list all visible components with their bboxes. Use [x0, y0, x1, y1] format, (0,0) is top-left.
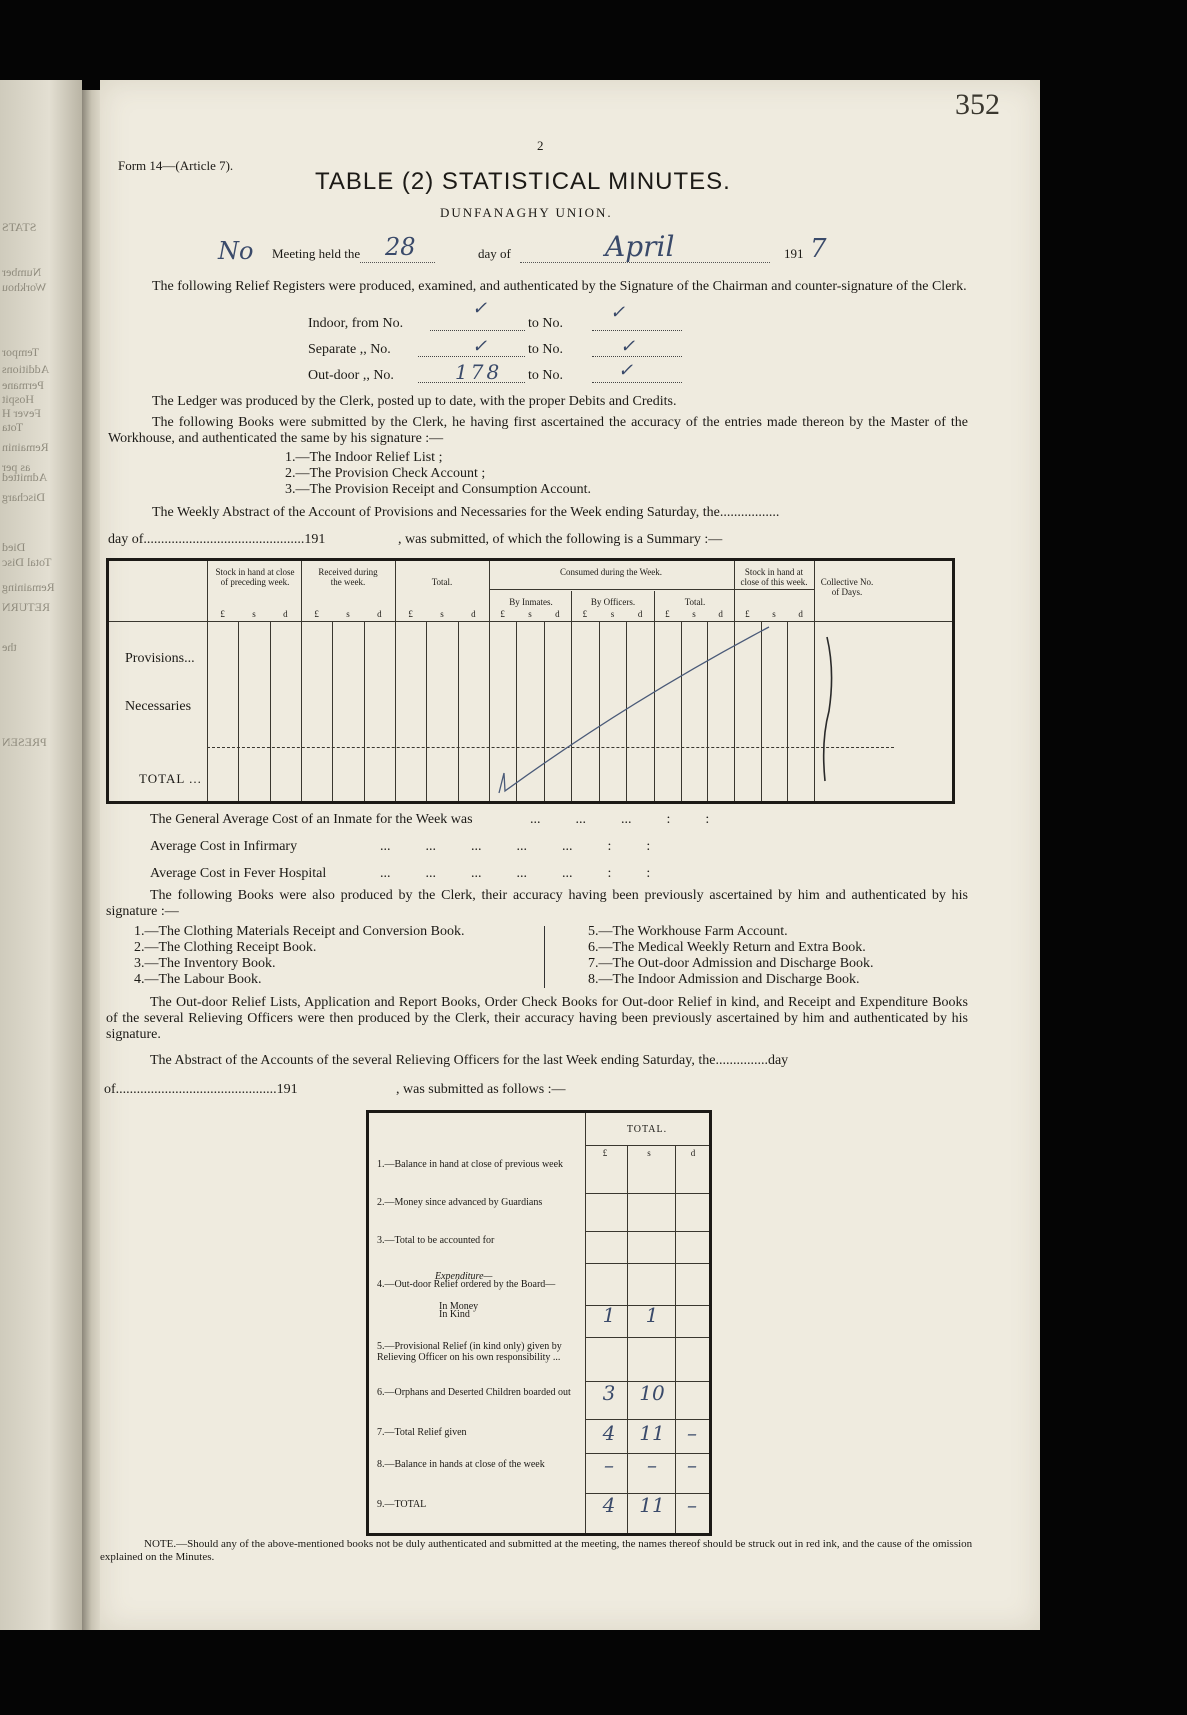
dots [592, 356, 682, 357]
relief-amount-d: – [687, 1421, 697, 1445]
accounts-line: The Abstract of the Accounts of the several Relieving Officers for the last Week ending Saturday, the...............day [150, 1053, 789, 1068]
currency-pounds: £ [602, 1148, 608, 1158]
relief-amount-l: 1 [602, 1303, 616, 1327]
row-rule [585, 1337, 709, 1338]
register-separate-label: Separate ,, No. [308, 342, 391, 357]
meeting-day: 28 [385, 233, 416, 261]
relief-amount-s: 11 [639, 1493, 665, 1517]
book-item: 1.—The Clothing Materials Receipt and Conversion Book. [134, 924, 465, 939]
register-outdoor-label: Out-door ,, No. [308, 368, 394, 383]
row-rule [585, 1419, 709, 1420]
registers-intro: The following Relief Registers were produced, examined, and authenticated by the Signature of the Chairman and counter-signature of the Clerk. [152, 279, 967, 294]
header-stock-preceding: Stock in hand at close of preceding week. [215, 567, 295, 587]
row-rule [585, 1193, 709, 1194]
expenditure-label: Expenditure— [435, 1271, 493, 1282]
relief-total-header: TOTAL. [626, 1124, 668, 1135]
facing-page-fragment: Discharg [2, 490, 46, 504]
relief-amount-l: – [604, 1453, 614, 1477]
facing-page-fragment: Fever H [2, 406, 41, 420]
header-received: Received during the week. [318, 567, 378, 587]
currency-label: s [440, 609, 444, 619]
facing-page-fragment: Hospit [2, 392, 35, 406]
facing-page-fragment: Died [2, 540, 26, 554]
facing-page-fragment: Additions [2, 362, 50, 376]
book-item: 2.—The Provision Check Account ; [285, 466, 486, 481]
relief-amount-s: 1 [645, 1303, 659, 1327]
currency-label: £ [665, 609, 670, 619]
relief-row-label: 5.—Provisional Relief (in kind only) given by Relieving Officer on his own responsibility ... [377, 1341, 562, 1363]
relief-row-label: 2.—Money since advanced by Guardians [377, 1197, 543, 1208]
col-rule [675, 1146, 676, 1533]
day-of-label: day of [478, 246, 511, 261]
average-dots: ... ... ... ... ... : : [380, 866, 651, 881]
facing-page-fragment: Admitted [2, 470, 48, 484]
currency-label: s [610, 609, 615, 619]
book-item: 5.—The Workhouse Farm Account. [588, 924, 788, 939]
relief-amount-s: 11 [639, 1421, 665, 1445]
book-item: 6.—The Medical Weekly Return and Extra Book. [588, 940, 866, 955]
currency-label: £ [500, 609, 505, 619]
footnote: NOTE.—Should any of the above-mentioned books not be duly authenticated and submitted at the meeting, the names thereof should be struck out in red ink, and the cause of the omission explained on the Minutes. [100, 1538, 973, 1563]
facing-page-fragment: PRESEN [2, 735, 47, 749]
currency-label: d [555, 609, 560, 619]
page-number: 2 [537, 138, 544, 153]
books2-right-list [588, 924, 874, 988]
row-necessaries: Necessaries [125, 699, 192, 714]
meeting-month: April [605, 230, 675, 263]
relief-row-sublabel: In Money [439, 1301, 479, 1312]
relief-row-label: 8.—Balance in hands at close of the week [377, 1459, 545, 1470]
facing-page-fragment: STATS [2, 220, 37, 234]
relief-row-label: 7.—Total Relief given [377, 1427, 467, 1438]
facing-page-fragment: the [2, 640, 17, 654]
ledger-statement: The Ledger was produced by the Clerk, posted up to date, with the proper Debits and Credits. [152, 394, 677, 409]
outdoor-relief-para: The Out-door Relief Lists, Application and Report Books, Order Check Books for Out-door Relief in kind, and Receipt and Expenditure Books of the several Relieving Officers were then produced by the Clerk, their accuracy having been previously ascertained by him and authenticated by his signature. [106, 995, 968, 1042]
abstract-day-of: day of..............................................191 [108, 532, 326, 547]
abstract-submitted: , was submitted, of which the following is a Summary :— [398, 532, 723, 547]
header-total: Total. [431, 577, 453, 587]
list-divider [544, 926, 545, 988]
accounts-of: of..............................................191 [104, 1082, 298, 1097]
abstract-line: The Weekly Abstract of the Account of Provisions and Necessaries for the Week ending Saturday, the................. [152, 505, 780, 520]
currency-label: s [772, 609, 776, 619]
currency-label: d [798, 609, 803, 619]
facing-page-fragment: Remaining [2, 580, 55, 594]
handwritten-no: No [218, 237, 254, 265]
separate-from-tick: ✓ [472, 336, 488, 357]
relief-amount-l: 4 [602, 1493, 616, 1517]
row-rule [585, 1263, 709, 1264]
union-name: DUNFANAGHY UNION. [440, 205, 613, 220]
subheader-by-officers: By Officers. [590, 597, 636, 607]
relief-table [366, 1110, 712, 1536]
indoor-to-tick: ✓ [610, 302, 626, 323]
currency-label: £ [314, 609, 319, 619]
relief-amount-s: – [647, 1453, 657, 1477]
relief-row-label: 4.—Out-door Relief ordered by the Board— [377, 1279, 556, 1290]
facing-page-fragment: Number [2, 265, 42, 279]
page-title: TABLE (2) STATISTICAL MINUTES. [315, 168, 731, 195]
form-reference: Form 14—(Article 7). [118, 158, 234, 173]
dots [430, 330, 525, 331]
row-provisions: Provisions... [125, 651, 195, 666]
relief-row-label: In Kind [439, 1309, 470, 1320]
accounts-submitted: , was submitted as follows :— [396, 1082, 566, 1097]
book-item: 2.—The Clothing Receipt Book. [134, 940, 317, 955]
indoor-from-tick: ✓ [472, 298, 488, 319]
facing-page-fragment: Remainin [2, 440, 49, 454]
facing-page-fragment: Workhou [2, 280, 47, 294]
currency-label: d [283, 609, 288, 619]
relief-row-label: 6.—Orphans and Deserted Children boarded out [377, 1387, 571, 1398]
row-rule [585, 1231, 709, 1232]
meeting-label: Meeting held the [272, 246, 361, 261]
col-rule [627, 1146, 628, 1533]
currency-label: s [252, 609, 256, 619]
book-item: 3.—The Provision Receipt and Consumption Account. [285, 482, 592, 497]
header-collective-days: Collective No. of Days. [820, 577, 874, 597]
form-page [100, 80, 1040, 1630]
facing-page-fragment: Total Disc [2, 555, 52, 569]
book-item: 3.—The Inventory Book. [134, 956, 276, 971]
currency-label: s [528, 609, 532, 619]
col-rule [585, 1113, 586, 1533]
facing-page-fragment: as per [2, 460, 31, 474]
book-item: 1.—The Indoor Relief List ; [285, 450, 443, 465]
dots [592, 330, 682, 331]
row-total: TOTAL ... [139, 771, 202, 786]
average-dots: ... ... ... ... ... : : [380, 839, 651, 854]
currency-label: £ [408, 609, 413, 619]
relief-amount-s: 10 [639, 1381, 665, 1405]
book-item: 7.—The Out-door Admission and Discharge Book. [588, 956, 874, 971]
average-dots: ... ... ... : : [530, 812, 710, 827]
separate-to-tick: ✓ [620, 336, 636, 357]
facing-page-fragment: Permane [2, 378, 44, 392]
currency-label: d [718, 609, 723, 619]
book-item: 8.—The Indoor Admission and Discharge Book. [588, 972, 860, 987]
header-consumed: Consumed during the Week. [559, 567, 663, 577]
currency-label: s [692, 609, 696, 619]
relief-amount-d: – [687, 1493, 697, 1517]
facing-page-fragment: RETURN [2, 600, 50, 614]
books2-left-list [134, 924, 465, 988]
book-item: 4.—The Labour Book. [134, 972, 262, 987]
currency-label: s [346, 609, 350, 619]
relief-row-label: 3.—Total to be accounted for [377, 1235, 495, 1246]
relief-row-label: 9.—TOTAL [377, 1499, 427, 1510]
meeting-day-line [360, 262, 435, 263]
currency-label: d [377, 609, 382, 619]
facing-page-edge [0, 80, 82, 1630]
currency-label: £ [220, 609, 225, 619]
relief-amount-d: – [687, 1453, 697, 1477]
header-stock-this-week: Stock in hand at close of this week. [740, 567, 808, 587]
outdoor-to-tick: ✓ [618, 360, 634, 381]
subheader-total: Total. [684, 597, 706, 607]
average-cost-infirmary: Average Cost in Infirmary [150, 839, 298, 854]
currency-label: d [471, 609, 476, 619]
subheader-by-inmates: By Inmates. [509, 597, 553, 607]
meeting-year-print: 191 [784, 246, 804, 261]
dots [592, 382, 682, 383]
header-rule [585, 1145, 709, 1146]
cancel-stroke [109, 561, 952, 801]
currency-shillings: s [647, 1148, 651, 1158]
relief-amount-l: 3 [602, 1381, 616, 1405]
average-cost-general: The General Average Cost of an Inmate for the Week was [150, 812, 473, 827]
outdoor-from-number: 178 [455, 360, 503, 384]
currency-label: £ [582, 609, 588, 619]
register-indoor-label: Indoor, from No. [308, 316, 404, 331]
currency-pence: d [690, 1148, 696, 1158]
provisions-table [106, 558, 955, 804]
relief-row-label: 1.—Balance in hand at close of previous week [377, 1159, 564, 1170]
average-cost-fever: Average Cost in Fever Hospital [150, 866, 327, 881]
meeting-year-hand: 7 [810, 234, 827, 264]
facing-page-fragment: Tota [2, 420, 24, 434]
currency-label: d [637, 609, 643, 619]
books-intro: The following Books were submitted by the Clerk, he having first ascertained the accuracy of the entries made thereon by the Master of the Workhouse, and authenticated the same by his signature :— [108, 415, 968, 446]
register-outdoor-to: to No. [528, 368, 563, 383]
folio-number: 352 [955, 88, 1000, 121]
register-separate-to: to No. [528, 342, 563, 357]
register-indoor-to: to No. [528, 316, 563, 331]
facing-page-fragment: Tempor [2, 345, 40, 359]
relief-amount-l: 4 [602, 1421, 616, 1445]
books2-intro: The following Books were also produced by the Clerk, their accuracy having been previously ascertained by him and authenticated by his signature :— [106, 888, 968, 919]
currency-label: £ [745, 609, 750, 619]
